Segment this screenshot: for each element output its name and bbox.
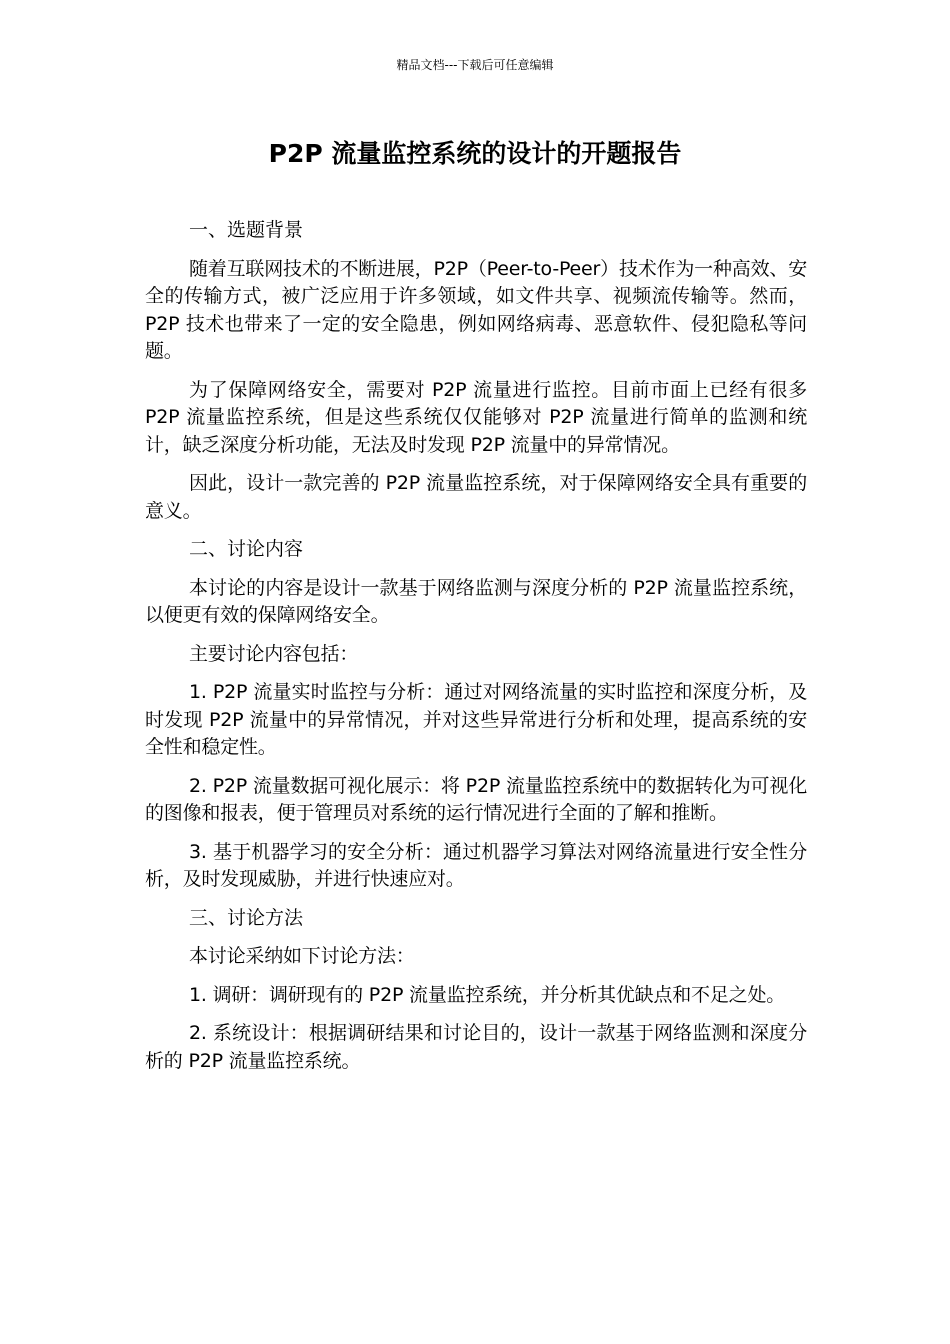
list-item: 1. P2P 流量实时监控与分析：通过对网络流量的实时监控和深度分析，及时发现 P2P 流量中的异常情况，并对这些异常进行分析和处理，提高系统的安全性和稳定性。 [145,681,807,758]
document-title: P2P 流量监控系统的设计的开题报告 [268,139,682,168]
paragraph: 本讨论采纳如下讨论方法： [189,945,415,967]
paragraph: 因此，设计一款完善的 P2P 流量监控系统，对于保障网络安全具有重要的意义。 [145,472,807,522]
section-heading-content: 二、讨论内容 [189,538,304,560]
section-heading-methods: 三、讨论方法 [189,906,304,929]
paragraph: 本讨论的内容是设计一款基于网络监测与深度分析的 P2P 流量监控系统，以便更有效的保障网络安全。 [145,576,807,626]
list-item: 1. 调研：调研现有的 P2P 流量监控系统，并分析其优缺点和不足之处。 [189,983,786,1006]
paragraph: 为了保障网络安全，需要对 P2P 流量进行监控。目前市面上已经有很多 P2P 流量监控系统，但是这些系统仅仅能够对 P2P 流量进行简单的监测和统计，缺乏深度分析功能，无法及时发现 P2P 流量中的异常情况。 [145,378,807,456]
paragraph: 随着互联网技术的不断进展，P2P（Peer-to-Peer）技术作为一种高效、安全的传输方式，被广泛应用于许多领域，如文件共享、视频流传输等。然而，P2P 技术也带来了一定的安全隐患，例如网络病毒、恶意软件、侵犯隐私等问题。 [145,257,807,362]
list-item: 2. 系统设计：根据调研结果和讨论目的，设计一款基于网络监测和深度分析的 P2P 流量监控系统。 [145,1022,807,1072]
section-heading-background: 一、选题背景 [189,219,304,241]
paragraph: 主要讨论内容包括： [189,642,359,665]
list-item: 2. P2P 流量数据可视化展示：将 P2P 流量监控系统中的数据转化为可视化的图像和报表，便于管理员对系统的运行情况进行全面的了解和推断。 [145,774,807,824]
list-item: 3. 基于机器学习的安全分析：通过机器学习算法对网络流量进行安全性分析，及时发现威胁，并进行快速应对。 [145,840,807,890]
document-body [145,217,807,1086]
header-note: 精品文档---下载后可任意编辑 [396,58,554,72]
